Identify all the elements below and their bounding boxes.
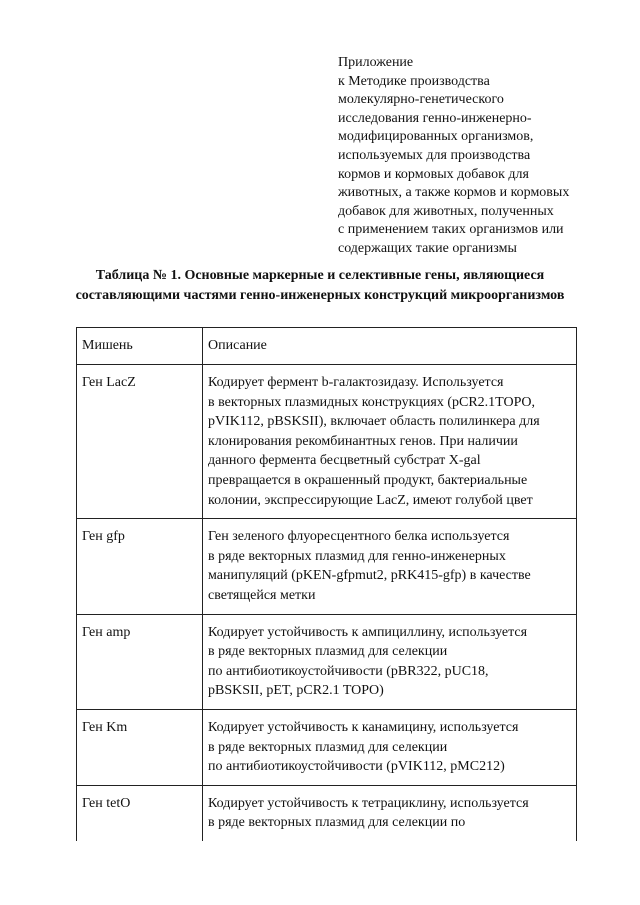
- row-description: [203, 519, 577, 614]
- appendix-note: [338, 54, 634, 259]
- appendix-line: Приложение: [338, 55, 414, 70]
- table-row: [77, 709, 577, 785]
- table-header-row: [77, 328, 577, 365]
- header-description: Описание: [203, 328, 577, 365]
- description-line: в ряде векторных плазмид для селекции: [208, 644, 448, 660]
- description-line: Кодирует устойчивость к канамицину, используется: [208, 719, 519, 735]
- description-line: Ген зеленого флуоресцентного белка используется: [208, 529, 510, 545]
- row-target: Ген LacZ: [77, 365, 203, 519]
- description-line: данного фермента бесцветный субстрат X-gal: [208, 453, 481, 469]
- table-row: [77, 785, 577, 841]
- table-row: [77, 519, 577, 614]
- table-title: [30, 266, 610, 306]
- appendix-line: исследования генно-инженерно-: [338, 110, 532, 126]
- row-description: [203, 785, 577, 841]
- description-line: светящейся метки: [208, 587, 316, 603]
- appendix-line: кормов и кормовых добавок для: [338, 166, 529, 182]
- description-line: pBSKSII, pET, pCR2.1 TOPO): [208, 683, 384, 699]
- description-line: Кодирует устойчивость к тетрациклину, используется: [208, 795, 529, 811]
- appendix-line: молекулярно-генетического: [338, 92, 504, 108]
- appendix-line: к Методике производства: [338, 73, 490, 89]
- table-row: [77, 365, 577, 519]
- description-line: манипуляций (pKEN-gfpmut2, pRK415-gfp) в качестве: [208, 568, 531, 584]
- row-target: Ген gfp: [77, 519, 203, 614]
- description-line: в ряде векторных плазмид для селекции по: [208, 815, 466, 831]
- description-line: в ряде векторных плазмид для селекции: [208, 739, 448, 755]
- appendix-line: с применением таких организмов или: [338, 222, 564, 238]
- appendix-line: добавок для животных, полученных: [338, 203, 554, 219]
- description-line: pVIK112, pBSKSII), включает область полилинкера для: [208, 414, 540, 430]
- description-line: по антибиотикоустойчивости (pVIK112, pMC212): [208, 759, 505, 775]
- appendix-line: модифицированных организмов,: [338, 129, 534, 145]
- appendix-line: животных, а также кормов и кормовых: [338, 185, 570, 201]
- row-description: [203, 709, 577, 785]
- row-target: Ген amp: [77, 614, 203, 709]
- description-line: Кодирует фермент b-галактозидазу. Используется: [208, 375, 504, 390]
- row-description: [203, 365, 577, 519]
- table-title-line: Таблица № 1. Основные маркерные и селективные гены, являющиеся: [95, 268, 545, 283]
- description-line: превращается в окрашенный продукт, бактериальные: [208, 472, 528, 488]
- table-row: [77, 614, 577, 709]
- header-target: Мишень: [77, 328, 203, 365]
- row-target: Ген Km: [77, 709, 203, 785]
- description-line: в ряде векторных плазмид для генно-инженерных: [208, 548, 506, 564]
- row-target: Ген tetO: [77, 785, 203, 841]
- description-line: клонирования рекомбинантных генов. При наличии: [208, 433, 518, 449]
- appendix-line: содержащих такие организмы: [338, 240, 517, 256]
- row-description: [203, 614, 577, 709]
- table-title-line: составляющими частями генно-инженерных конструкций микроорганизмов: [75, 288, 565, 303]
- appendix-line: используемых для производства: [338, 147, 531, 163]
- description-line: по антибиотикоустойчивости (pBR322, pUC18,: [208, 663, 489, 679]
- description-line: Кодирует устойчивость к ампициллину, используется: [208, 624, 528, 640]
- description-line: в векторных плазмидных конструкциях (pCR2.1TOPO,: [208, 394, 535, 410]
- marker-genes-table: [76, 327, 577, 841]
- description-line: колонии, экспрессирующие LacZ, имеют голубой цвет: [208, 492, 533, 508]
